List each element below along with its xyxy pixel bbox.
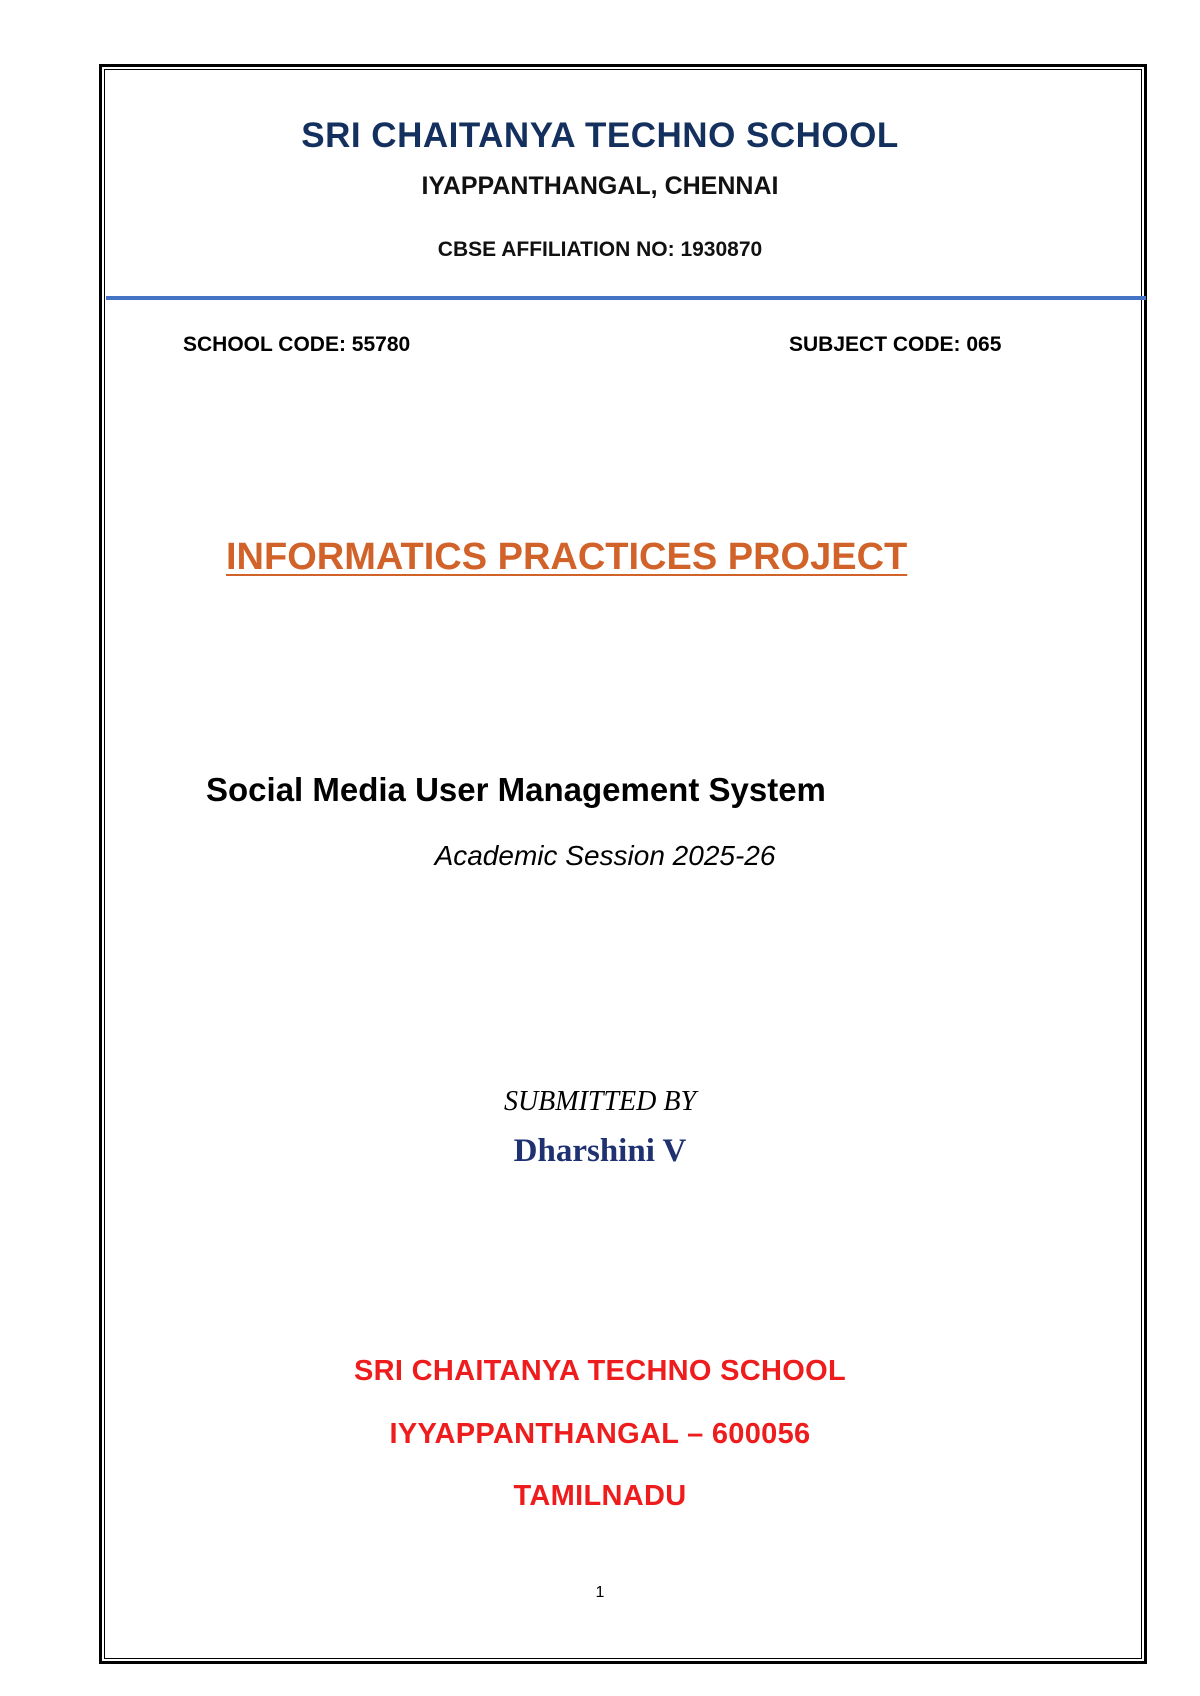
page-number: 1 [595,1584,605,1601]
footer-address: IYYAPPANTHANGAL – 600056 [389,1418,811,1450]
school-code: SCHOOL CODE: 55780 [183,333,411,356]
submitted-by-label: SUBMITTED BY [503,1086,697,1117]
header-divider [106,296,1146,300]
project-title: INFORMATICS PRACTICES PROJECT [226,536,908,578]
school-name: SRI CHAITANYA TECHNO SCHOOL [301,116,899,155]
academic-session: Academic Session 2025-26 [434,840,776,871]
footer-state: TAMILNADU [513,1480,687,1512]
affiliation-number: CBSE AFFILIATION NO: 1930870 [437,238,763,261]
system-title: Social Media User Management System [206,771,826,808]
school-location: IYAPPANTHANGAL, CHENNAI [421,172,779,200]
subject-code: SUBJECT CODE: 065 [789,333,1002,356]
footer-school-name: SRI CHAITANYA TECHNO SCHOOL [354,1355,846,1387]
student-name: Dharshini V [513,1133,687,1169]
